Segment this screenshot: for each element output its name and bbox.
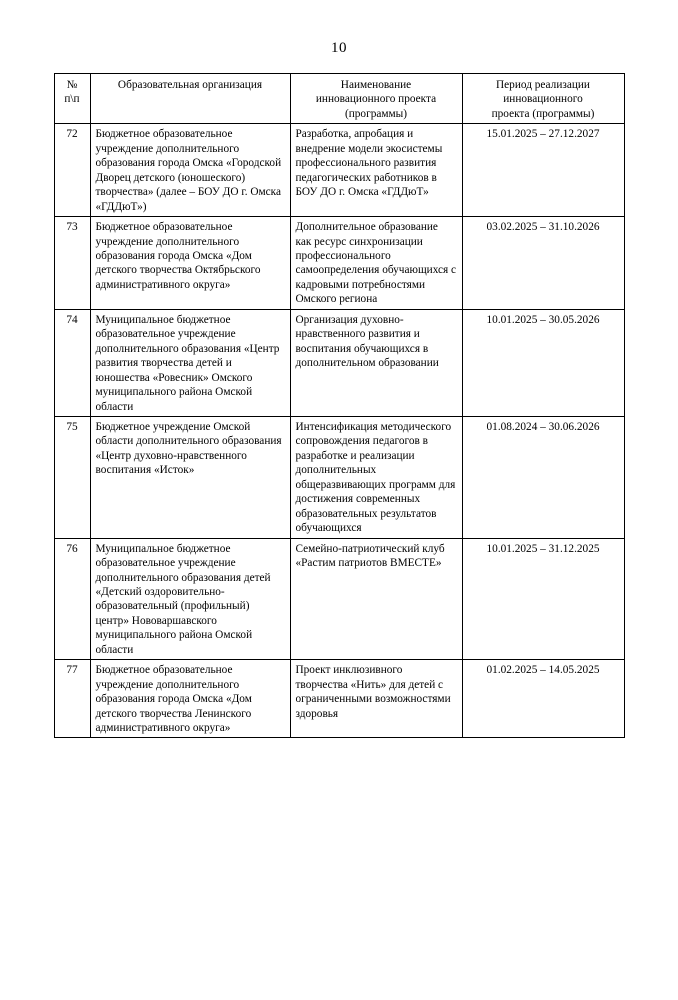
column-header-project-name [290, 74, 462, 124]
row-period: 10.01.2025 – 30.05.2026 [462, 309, 624, 416]
table-row [54, 217, 624, 310]
row-organization: Бюджетное учреждение Омской области дополнительного образования «Центр духовно-нравственного воспитания «Исток» [90, 416, 290, 538]
column-header-project-name-line-1: Наименование [340, 79, 412, 91]
page-number: 10 [331, 40, 347, 56]
table-header-row [54, 74, 624, 124]
row-number: 76 [54, 538, 90, 660]
column-header-number [54, 74, 90, 124]
column-header-number-line-1: № [66, 79, 78, 91]
row-project-name: Организация духовно-нравственного развития и воспитания обучающихся в дополнительном образовании [290, 309, 462, 416]
column-header-organization-line-1: Образовательная организация [117, 79, 263, 91]
table-row [54, 309, 624, 416]
row-organization: Муниципальное бюджетное образовательное учреждение дополнительного образования «Центр развития творчества детей и юношества «Ровесник» Омского муниципального района Омской области [90, 309, 290, 416]
row-organization: Муниципальное бюджетное образовательное учреждение дополнительного образования детей «Детский оздоровительно-образовательный (профильный) центр» Нововаршавского муниципального района Омской области [90, 538, 290, 660]
column-header-period-line-1: Период реализации [496, 79, 590, 91]
row-number: 74 [54, 309, 90, 416]
table-row [54, 124, 624, 217]
row-organization: Бюджетное образовательное учреждение дополнительного образования города Омска «Дом детского творчества Ленинского административного округа» [90, 660, 290, 738]
row-period: 01.02.2025 – 14.05.2025 [462, 660, 624, 738]
column-header-project-name-line-3: (программы) [344, 107, 408, 120]
row-project-name: Интенсификация методического сопровождения педагогов в разработке и реализации дополнительных общеразвивающих программ для достижения современных образовательных результатов обучающихся [290, 416, 462, 538]
row-project-name: Дополнительное образование как ресурс синхронизации профессионального самоопределения обучающихся с кадровыми потребностями Омского региона [290, 217, 462, 310]
row-period: 10.01.2025 – 31.12.2025 [462, 538, 624, 660]
column-header-period-line-3: проекта (программы) [491, 107, 595, 120]
row-organization: Бюджетное образовательное учреждение дополнительного образования города Омска «Дом детского творчества Октябрьского административного округа» [90, 217, 290, 310]
row-organization: Бюджетное образовательное учреждение дополнительного образования города Омска «Городской Дворец детского (юношеского) творчества» (далее – БОУ ДО г. Омска «ГДДюТ») [90, 124, 290, 217]
row-number: 72 [54, 124, 90, 217]
column-header-number-line-2: п\п [64, 93, 80, 106]
column-header-organization [90, 74, 290, 124]
column-header-project-name-line-2: инновационного проекта [315, 93, 437, 106]
row-project-name: Разработка, апробация и внедрение модели экосистемы профессионального развития педагогических работников в БОУ ДО г. Омска «ГДДюТ» [290, 124, 462, 217]
table-header [54, 74, 624, 124]
innovation-projects-table [54, 73, 625, 738]
row-project-name: Семейно-патриотический клуб «Растим патриотов ВМЕСТЕ» [290, 538, 462, 660]
column-header-period-line-2: инновационного [503, 93, 583, 106]
row-period: 15.01.2025 – 27.12.2027 [462, 124, 624, 217]
row-period: 01.08.2024 – 30.06.2026 [462, 416, 624, 538]
column-header-period [462, 74, 624, 124]
table-row [54, 660, 624, 738]
row-number: 75 [54, 416, 90, 538]
row-number: 73 [54, 217, 90, 310]
row-period: 03.02.2025 – 31.10.2026 [462, 217, 624, 310]
table-body [54, 124, 624, 738]
document-page [0, 40, 678, 1000]
table-row [54, 538, 624, 660]
row-number: 77 [54, 660, 90, 738]
table-row [54, 416, 624, 538]
row-project-name: Проект инклюзивного творчества «Нить» для детей с ограниченными возможностями здоровья [290, 660, 462, 738]
